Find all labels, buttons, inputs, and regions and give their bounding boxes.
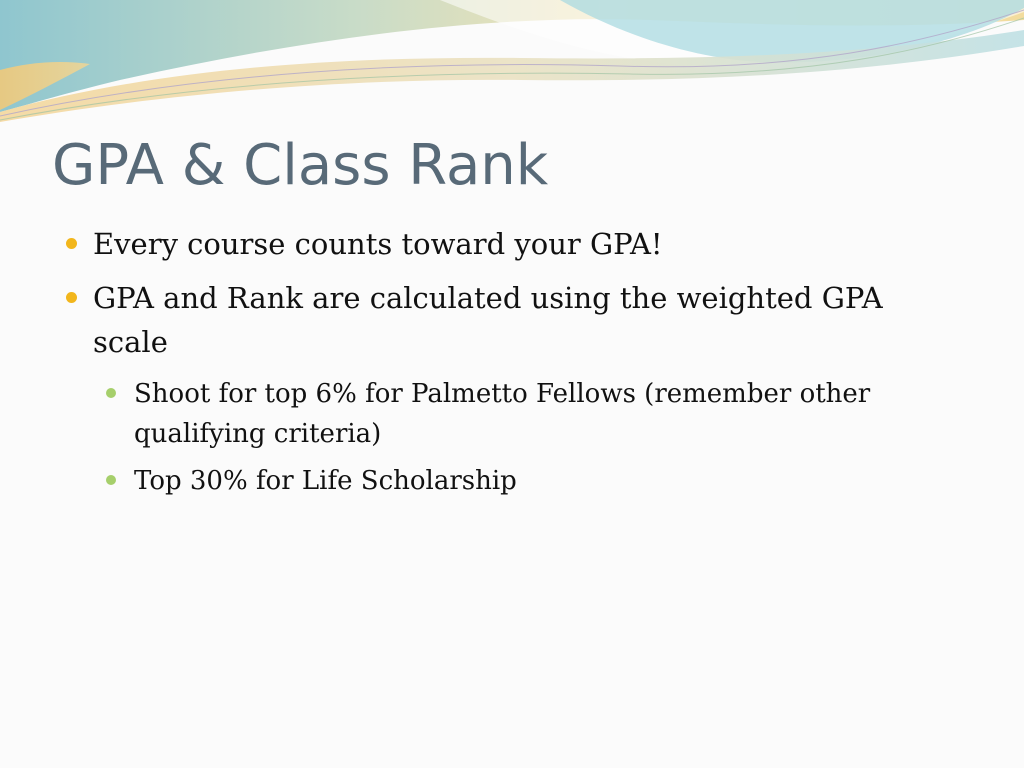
bullet-text: Every course counts toward your GPA! (93, 227, 663, 261)
bullet-dot-icon (66, 238, 77, 249)
content-list (66, 222, 966, 508)
sub-bullet-dot-icon (106, 475, 116, 485)
sub-bullet-item (106, 374, 966, 454)
slide-title: GPA & Class Rank (52, 133, 549, 198)
sub-bullet-text: Top 30% for Life Scholarship (134, 466, 517, 496)
bullet-item (66, 222, 966, 266)
header-wave-decoration (0, 0, 1024, 130)
sub-bullet-dot-icon (106, 388, 116, 398)
sub-bullet-item (106, 461, 966, 501)
sub-bullet-text: Shoot for top 6% for Palmetto Fellows (remember other qualifying criteria) (134, 379, 871, 449)
bullet-dot-icon (66, 292, 77, 303)
bullet-text: GPA and Rank are calculated using the weighted GPA scale (93, 281, 883, 359)
bullet-item (66, 276, 966, 364)
